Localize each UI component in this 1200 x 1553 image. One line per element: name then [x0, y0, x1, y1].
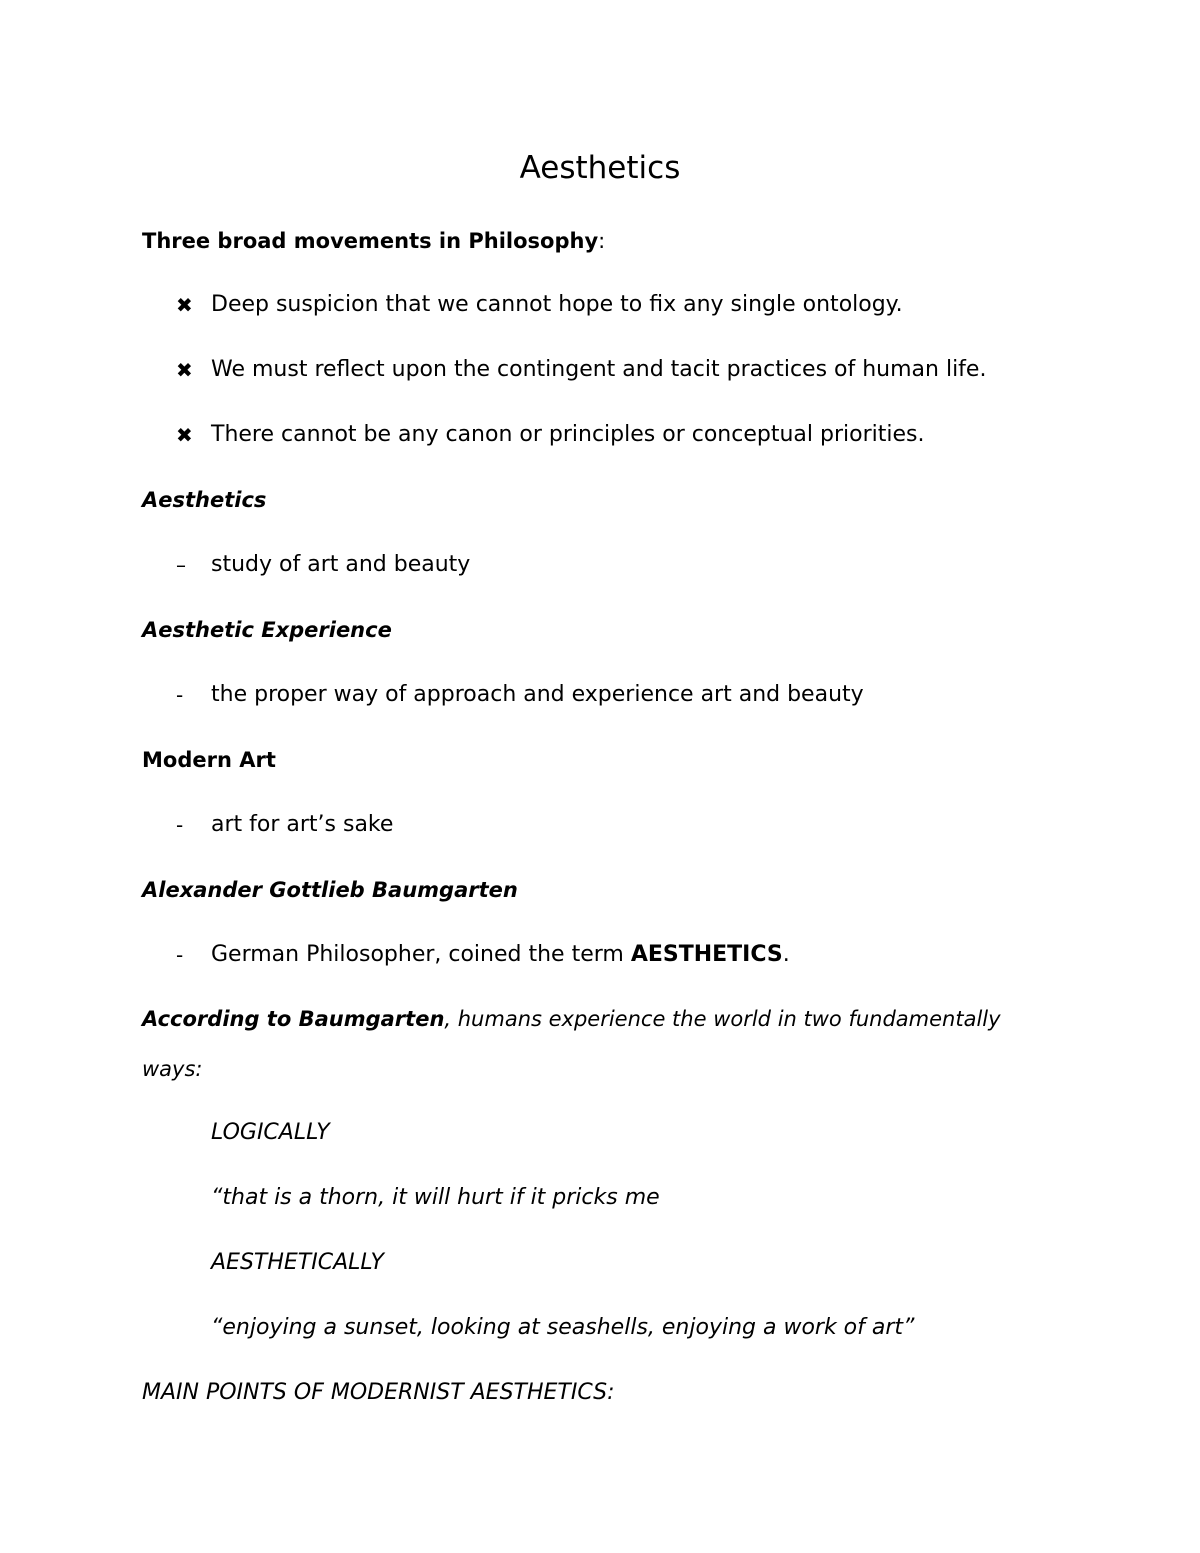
x-bullet-icon: ✖ [176, 423, 193, 447]
experience-definition: the proper way of approach and experience art and beauty [211, 682, 864, 707]
aesthetics-definition: study of art and beauty [211, 552, 471, 577]
baumgarten-heading: Alexander Gottlieb Baumgarten [142, 878, 518, 902]
movement-item-2: We must reflect upon the contingent and tacit practices of human life. [211, 357, 987, 382]
aesthetically-label: AESTHETICALLY [211, 1250, 384, 1275]
according-paragraph [142, 1004, 1001, 1034]
movement-item-1: Deep suspicion that we cannot hope to fix any single ontology. [211, 292, 903, 317]
x-bullet-icon: ✖ [176, 293, 193, 317]
modern-art-definition: art for art’s sake [211, 812, 394, 837]
movements-heading [142, 226, 605, 256]
according-rest: humans experience the world in two fundamentally [457, 1007, 1001, 1031]
main-points-heading: MAIN POINTS OF MODERNIST AESTHETICS: [142, 1380, 615, 1405]
dash-bullet: – [176, 553, 186, 577]
baumgarten-definition-pre: German Philosopher, coined the term [211, 942, 631, 967]
movement-item-3: There cannot be any canon or principles or conceptual priorities. [211, 422, 925, 447]
x-bullet-icon: ✖ [176, 358, 193, 382]
baumgarten-definition [211, 940, 790, 970]
movements-heading-text: Three broad movements in Philosophy [142, 229, 599, 253]
aesthetics-term: AESTHETICS [630, 942, 783, 967]
movements-heading-colon: : [598, 229, 606, 253]
aesthetics-heading: Aesthetics [142, 488, 267, 512]
according-lead: According to Baumgarten [142, 1007, 445, 1031]
according-comma: , [444, 1007, 458, 1031]
experience-heading: Aesthetic Experience [142, 618, 392, 642]
logically-example: “that is a thorn, it will hurt if it pricks me [211, 1185, 660, 1210]
logically-label: LOGICALLY [211, 1120, 330, 1145]
hyphen-bullet: - [176, 813, 184, 837]
baumgarten-definition-post: . [782, 942, 790, 967]
modern-art-heading: Modern Art [142, 748, 276, 772]
hyphen-bullet: - [176, 683, 184, 707]
page-title: Aesthetics [519, 150, 681, 186]
hyphen-bullet: - [176, 943, 184, 967]
according-continuation: ways: [142, 1057, 203, 1081]
aesthetically-example: “enjoying a sunset, looking at seashells, enjoying a work of art” [211, 1315, 915, 1340]
